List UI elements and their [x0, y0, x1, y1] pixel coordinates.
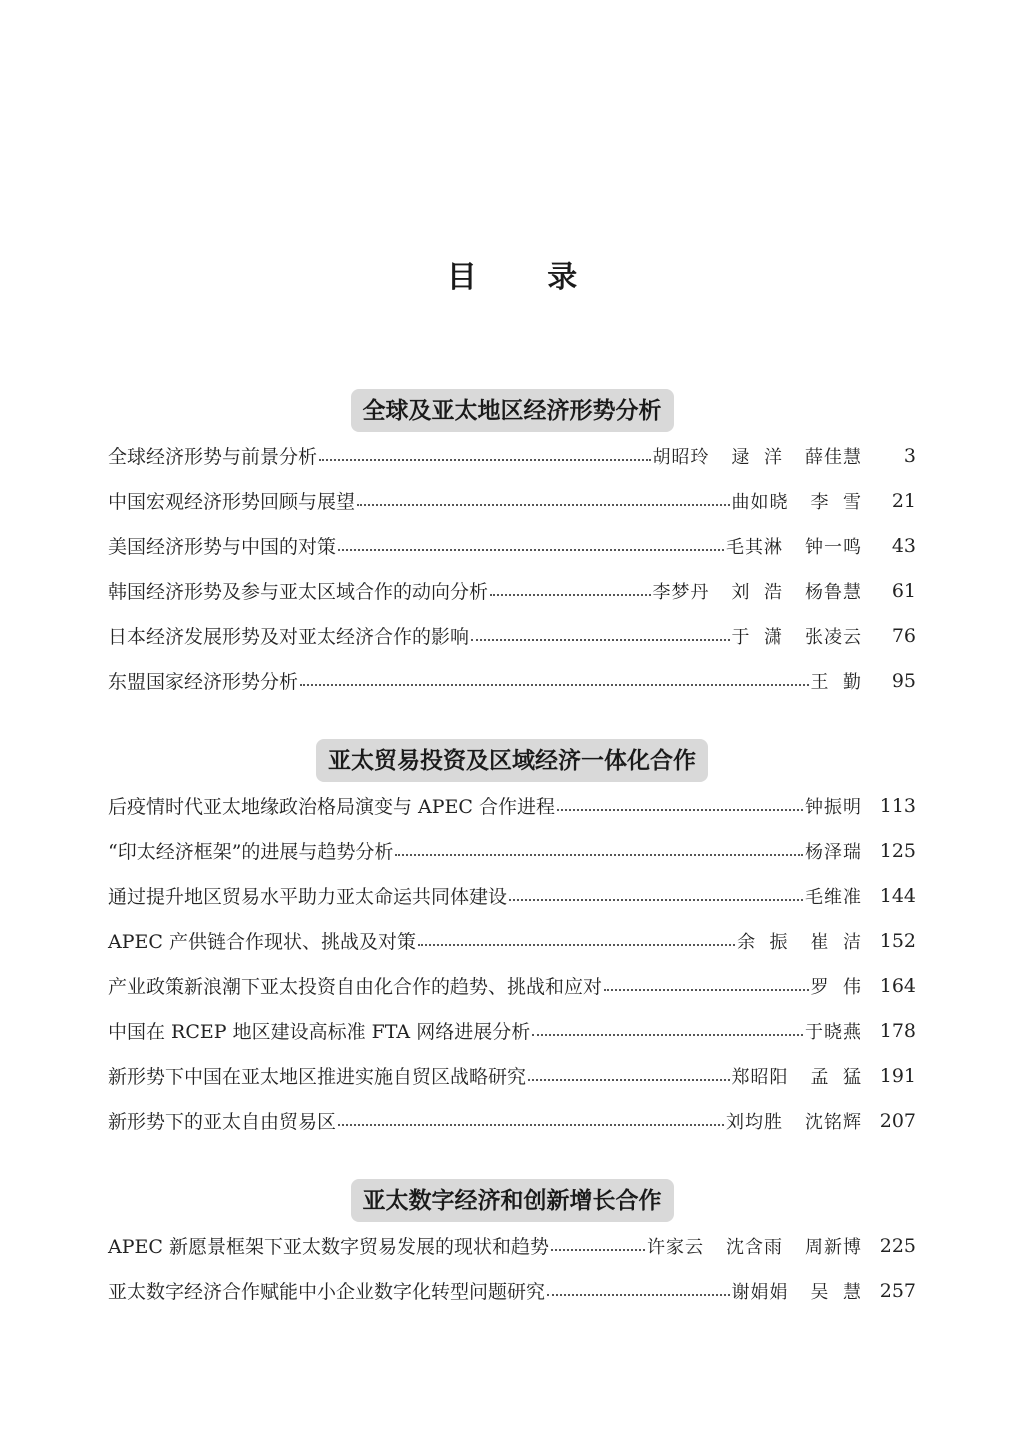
author-name: 毛维准: [805, 886, 862, 908]
toc-entry[interactable]: [108, 918, 916, 963]
entry-authors: [737, 928, 862, 954]
page-number: 152: [879, 929, 916, 952]
dot-leader: [357, 503, 730, 506]
toc-entry[interactable]: [108, 658, 916, 703]
dot-leader: [338, 548, 724, 551]
author-name: 王 勤: [810, 671, 862, 693]
entry-title: 日本经济发展形势及对亚太经济合作的影响: [108, 626, 470, 648]
author-name: 余 振: [737, 931, 789, 953]
author-name: 刘均胜: [726, 1111, 783, 1133]
entry-title: APEC 产供链合作现状、挑战及对策: [108, 931, 416, 953]
entry-authors: [732, 1278, 862, 1304]
dot-leader: [300, 683, 809, 686]
author-name: 曲如晓: [731, 491, 789, 513]
page-number: 225: [879, 1234, 916, 1257]
entry-authors: [647, 1233, 862, 1259]
toc-entry[interactable]: [108, 1008, 916, 1053]
toc-entry[interactable]: [108, 963, 916, 1008]
toc-entry[interactable]: [108, 783, 916, 828]
entry-authors: [653, 443, 862, 469]
toc-entry[interactable]: [108, 478, 916, 523]
author-name: 钟振明: [805, 796, 862, 818]
author-name: 胡昭玲: [652, 446, 710, 468]
author-name: 张凌云: [805, 626, 862, 648]
dot-leader: [557, 808, 803, 811]
page-number: 76: [891, 624, 916, 647]
entry-authors: [805, 1018, 862, 1044]
author-name: 孟 猛: [810, 1066, 862, 1088]
author-name: 刘 浩: [731, 581, 783, 603]
entry-authors: [811, 668, 862, 694]
dot-leader: [338, 1123, 724, 1126]
toc-entry[interactable]: [108, 1053, 916, 1098]
author-name: 杨鲁慧: [805, 581, 862, 603]
toc-entry[interactable]: [108, 1098, 916, 1143]
page-number: 61: [891, 579, 916, 602]
page-number: 178: [879, 1019, 916, 1042]
toc-entry[interactable]: [108, 828, 916, 873]
entry-title: 韩国经济形势及参与亚太区域合作的动向分析: [108, 581, 489, 603]
dot-leader: [395, 853, 803, 856]
toc-entry[interactable]: [108, 433, 916, 478]
author-name: 毛其淋: [726, 536, 783, 558]
entry-authors: [805, 883, 862, 909]
toc-section-1: [108, 388, 916, 703]
entry-authors: [732, 623, 862, 649]
author-name: 许家云: [647, 1236, 704, 1258]
page-number: 257: [879, 1279, 916, 1302]
dot-leader: [509, 898, 803, 901]
entry-authors: [726, 1108, 862, 1134]
entry-title: 新形势下的亚太自由贸易区: [108, 1111, 337, 1133]
entry-authors: [811, 973, 862, 999]
author-name: 于 潇: [731, 626, 783, 648]
entry-authors: [805, 838, 862, 864]
dot-leader: [551, 1248, 645, 1251]
toc-entry[interactable]: [108, 613, 916, 658]
entry-title: 美国经济形势与中国的对策: [108, 536, 337, 558]
page-number: 113: [879, 794, 916, 817]
dot-leader: [490, 593, 651, 596]
entry-authors: [726, 533, 862, 559]
entry-title: APEC 新愿景框架下亚太数字贸易发展的现状和趋势: [108, 1236, 549, 1258]
dot-leader: [604, 988, 809, 991]
dot-leader: [319, 458, 651, 461]
page-number: 191: [879, 1064, 916, 1087]
entry-title: 中国在 RCEP 地区建设高标准 FTA 网络进展分析: [108, 1021, 531, 1043]
page-number: 125: [879, 839, 916, 862]
dot-leader: [528, 1078, 730, 1081]
toc-entry[interactable]: [108, 523, 916, 568]
toc-entry[interactable]: [108, 1268, 916, 1313]
page-number: 3: [903, 444, 916, 467]
page-number: 144: [879, 884, 916, 907]
author-name: 沈铭辉: [805, 1111, 862, 1133]
toc-section-3: [108, 1178, 916, 1313]
page-title: 目 录: [446, 260, 608, 295]
toc-entry[interactable]: [108, 1223, 916, 1268]
entry-title: 通过提升地区贸易水平助力亚太命运共同体建设: [108, 886, 508, 908]
author-name: 沈含雨: [726, 1236, 783, 1258]
author-name: 李 雪: [810, 491, 862, 513]
page-number: 43: [891, 534, 916, 557]
author-name: 逯 洋: [731, 446, 783, 468]
entry-title: 后疫情时代亚太地缘政治格局演变与 APEC 合作进程: [108, 796, 555, 818]
dot-leader: [471, 638, 730, 641]
dot-leader: [418, 943, 735, 946]
author-name: 郑昭阳: [731, 1066, 789, 1088]
toc-entry[interactable]: [108, 873, 916, 918]
entry-authors: [732, 1063, 862, 1089]
entry-title: 全球经济形势与前景分析: [108, 446, 318, 468]
section-header: 全球及亚太地区经济形势分析: [108, 388, 916, 433]
author-name: 周新博: [805, 1236, 862, 1258]
author-name: 谢娟娟: [731, 1281, 789, 1303]
toc-section-2: [108, 738, 916, 1143]
author-name: 于晓燕: [805, 1021, 862, 1043]
section-header: 亚太贸易投资及区域经济一体化合作: [108, 738, 916, 783]
dot-leader: [532, 1033, 803, 1036]
section-header: 亚太数字经济和创新增长合作: [108, 1178, 916, 1223]
author-name: 杨泽瑞: [805, 841, 862, 863]
entry-title: 亚太数字经济合作赋能中小企业数字化转型问题研究: [108, 1281, 546, 1303]
entry-title: 产业政策新浪潮下亚太投资自由化合作的趋势、挑战和应对: [108, 976, 603, 998]
author-name: 崔 洁: [810, 931, 862, 953]
entry-authors: [805, 793, 862, 819]
entry-title: 新形势下中国在亚太地区推进实施自贸区战略研究: [108, 1066, 527, 1088]
author-name: 钟一鸣: [805, 536, 862, 558]
author-name: 李梦丹: [652, 581, 710, 603]
entry-title: “印太经济框架”的进展与趋势分析: [108, 841, 394, 863]
author-name: 吴 慧: [810, 1281, 862, 1303]
author-name: 罗 伟: [810, 976, 862, 998]
page-number: 21: [891, 489, 916, 512]
page-number: 95: [891, 669, 916, 692]
entry-title: 中国宏观经济形势回顾与展望: [108, 491, 356, 513]
entry-authors: [732, 488, 862, 514]
dot-leader: [547, 1293, 730, 1296]
page-number: 164: [879, 974, 916, 997]
toc-entry[interactable]: [108, 568, 916, 613]
page-number: 207: [879, 1109, 916, 1132]
author-name: 薛佳慧: [805, 446, 862, 468]
entry-title: 东盟国家经济形势分析: [108, 671, 299, 693]
entry-authors: [653, 578, 862, 604]
